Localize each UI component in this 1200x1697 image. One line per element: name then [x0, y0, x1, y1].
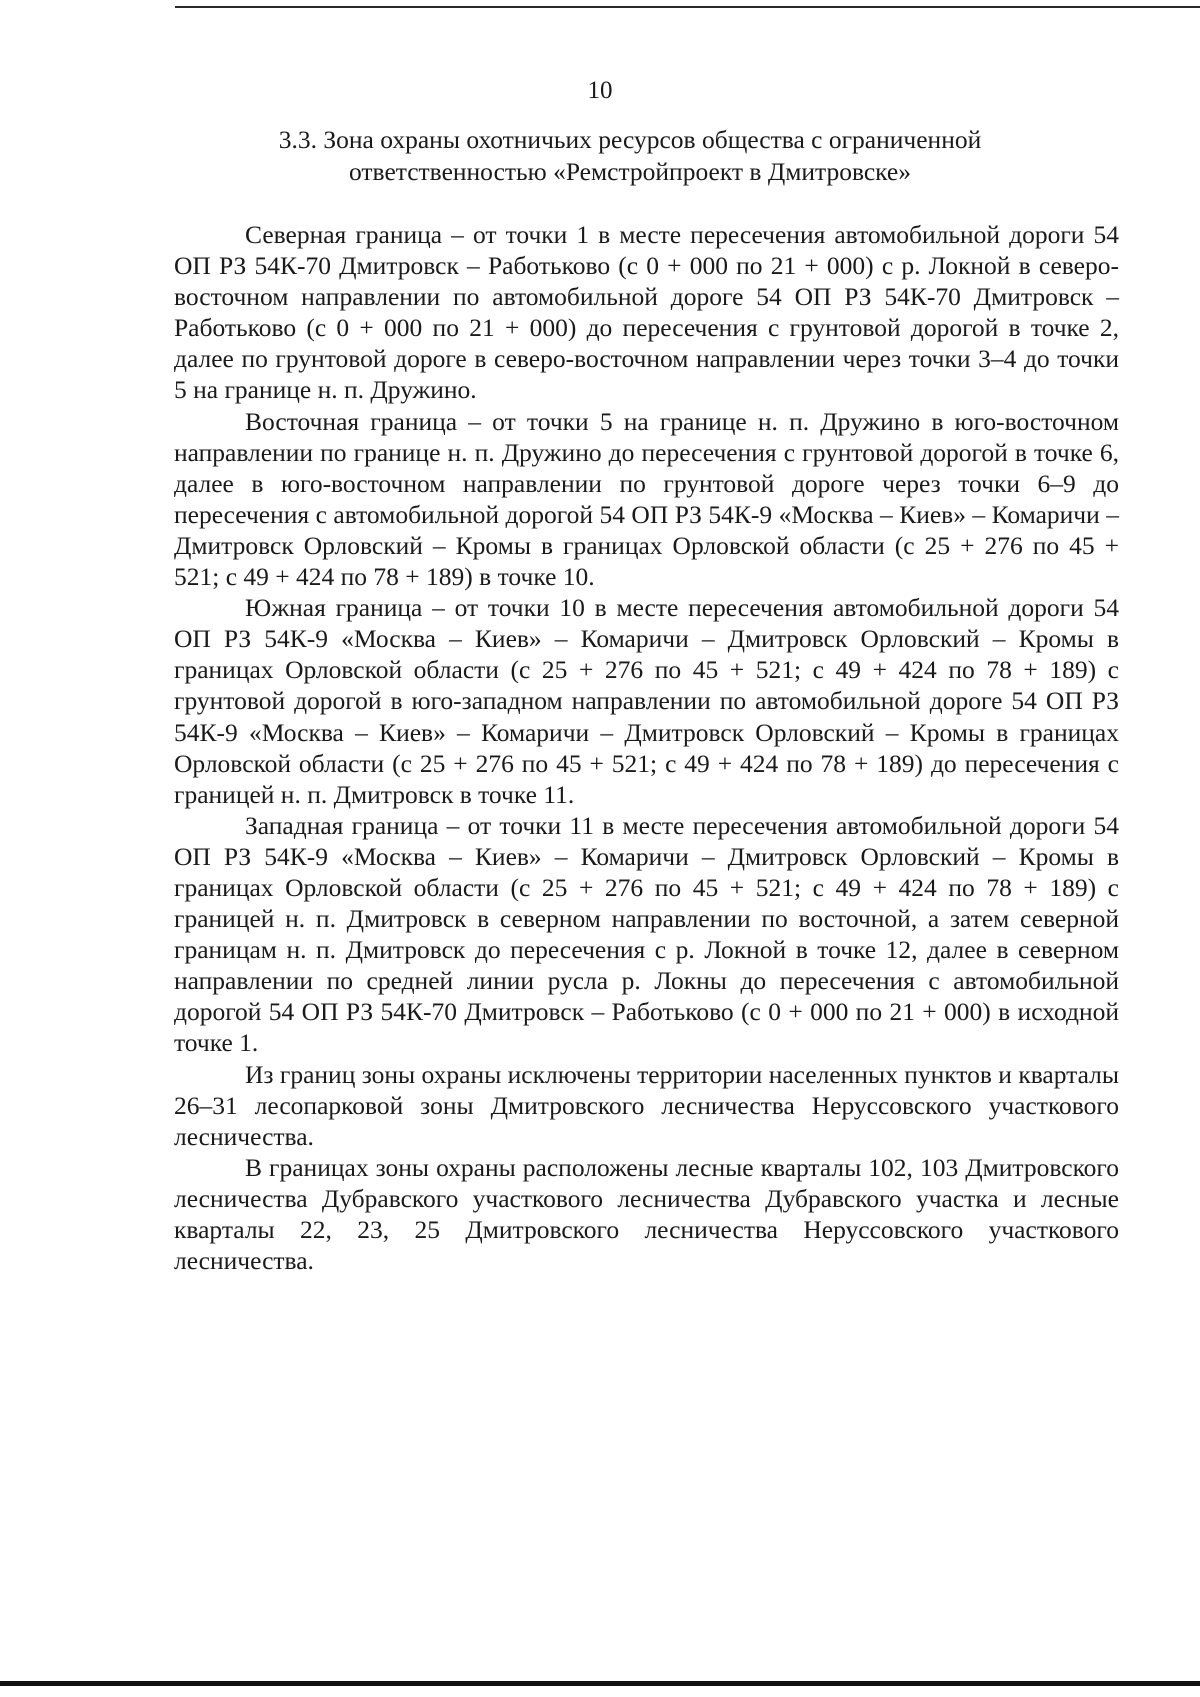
paragraph-east-boundary: Восточная граница – от точки 5 на границе н. п. Дружино в юго-восточном направлении по границе н. п. Дружино до пересечения с грунтовой дорогой в точке 6, далее в юго-восточном направлении по грунтовой дороге через точки 6–9 до пересечения с автомобильной дорогой 54 ОП РЗ 54К-9 «Москва – Киев» – Комаричи – Дмитровск Орловский – Кромы в границах Орловской области (с 25 + 276 по 45 + 521; с 49 + 424 по 78 + 189) в точке 10. [174, 406, 1119, 592]
document-body [174, 219, 1119, 1276]
paragraph-west-boundary: Западная граница – от точки 11 в месте пересечения автомобильной дороги 54 ОП РЗ 54К-9 «Москва – Киев» – Комаричи – Дмитровск Орловский – Кромы в границах Орловской области (с 25 + 276 по 45 + 521; с 49 + 424 по 78 + 189) с границей н. п. Дмитровск в северном направлении по восточной, а затем северной границам н. п. Дмитровск до пересечения с р. Локной в точке 12, далее в северном направлении по средней линии русла р. Локны до пересечения с автомобильной дорогой 54 ОП РЗ 54К-70 Дмитровск – Работьково (с 0 + 000 по 21 + 000) в исходной точке 1. [174, 810, 1119, 1058]
paragraph-north-boundary: Северная граница – от точки 1 в месте пересечения автомобильной дороги 54 ОП РЗ 54К-70 Дмитровск – Работьково (с 0 + 000 по 21 + 000) с р. Локной в северо-восточном направлении по автомобильной дороге 54 ОП РЗ 54К-70 Дмитровск – Работьково (с 0 + 000 по 21 + 000) до пересечения с грунтовой дорогой в точке 2, далее по грунтовой дороге в северо-восточном направлении через точки 3–4 до точки 5 на границе н. п. Дружино. [174, 220, 1119, 405]
paragraph-forest-quarters: В границах зоны охраны расположены лесные кварталы 102, 103 Дмитровского лесничества Дубравского участкового лесничества Дубравского участка и лесные кварталы 22, 23, 25 Дмитровского лесничества Неруссовского участкового лесничества. [174, 1152, 1119, 1276]
section-heading [230, 124, 1030, 188]
section-heading-line-2: ответственностью «Ремстройпроект в Дмитровске» [349, 157, 911, 186]
paragraph-south-boundary: Южная граница – от точки 10 в месте пересечения автомобильной дороги 54 ОП РЗ 54К-9 «Москва – Киев» – Комаричи – Дмитровск Орловский – Кромы в границах Орловской области (с 25 + 276 по 45 + 521; с 49 + 424 по 78 + 189) с грунтовой дорогой в юго-западном направлении по автомобильной дороге 54 ОП РЗ 54К-9 «Москва – Киев» – Комаричи – Дмитровск Орловский – Кромы в границах Орловской области (с 25 + 276 по 45 + 521; с 49 + 424 по 78 + 189) до пересечения с границей н. п. Дмитровск в точке 11. [174, 593, 1119, 809]
scan-edge-line-top [175, 6, 1200, 8]
page-number: 10 [587, 77, 613, 104]
section-heading-line-1: 3.3. Зона охраны охотничьих ресурсов общества с ограниченной [278, 125, 982, 154]
scan-edge-line-bottom [0, 1681, 1200, 1686]
paragraph-exclusions: Из границ зоны охраны исключены территории населенных пунктов и кварталы 26–31 лесопарковой зоны Дмитровского лесничества Неруссовского участкового лесничества. [174, 1059, 1119, 1151]
